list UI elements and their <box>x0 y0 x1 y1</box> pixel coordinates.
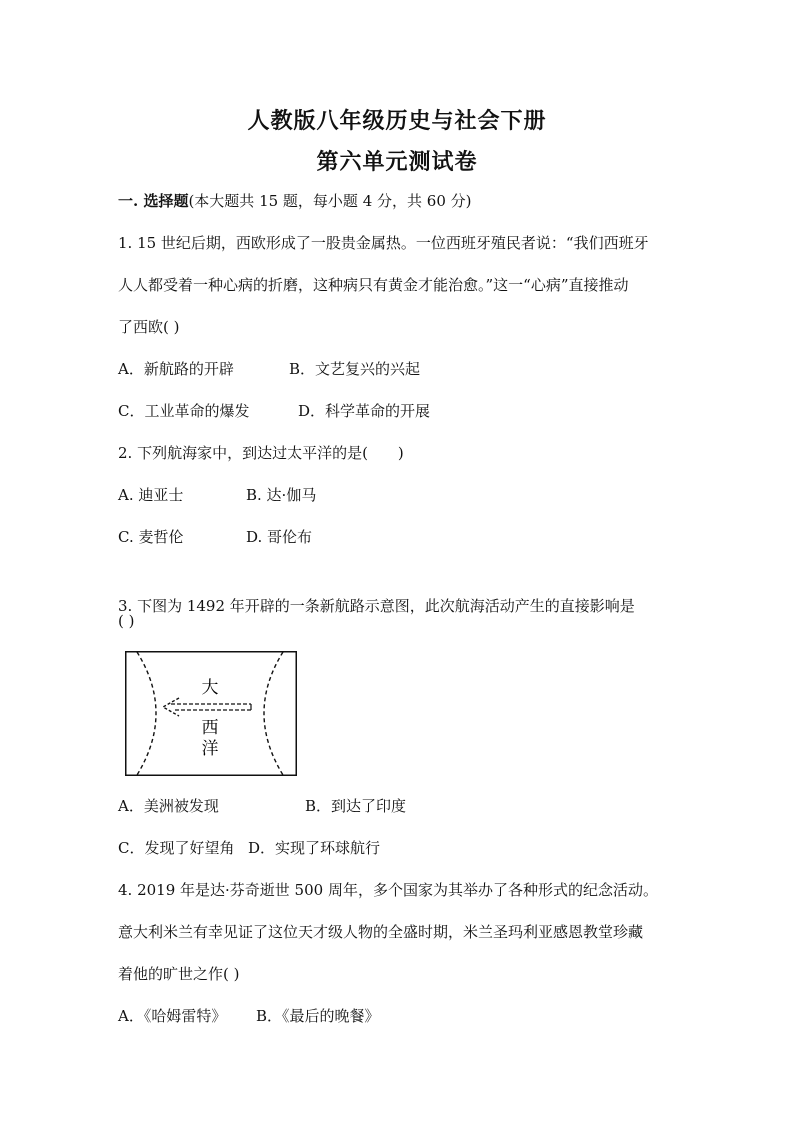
q4-stem-line3: 着他的旷世之作( ) <box>118 965 240 983</box>
map-label-yang: 洋 <box>201 739 219 759</box>
q4-options-ab <box>118 1006 734 1026</box>
q4-stem-line2: 意大利米兰有幸见证了这位天才级人物的全盛时期，米兰圣玛利亚感恩教堂珍藏 <box>118 923 644 941</box>
q1-option-a: A．新航路的开辟 <box>118 360 234 378</box>
q1-option-d: D．科学革命的开展 <box>298 402 431 420</box>
document-subtitle: 第六单元测试卷 <box>316 149 478 175</box>
q2-options-ab <box>118 485 734 505</box>
q4-stem-line1: 4. 2019 年是达·芬奇逝世 500 周年，多个国家为其举办了各种形式的纪念活动。 <box>118 881 658 899</box>
q3-option-c: C．发现了好望角 <box>118 839 235 857</box>
q2-option-d: D. 哥伦布 <box>246 528 313 546</box>
q1-stem-line1: 1. 15 世纪后期，西欧形成了一股贵金属热。一位西班牙殖民者说：“我们西班牙 <box>118 234 649 252</box>
route-map-figure <box>125 651 297 776</box>
q4-option-b: B．《最后的晚餐》 <box>256 1007 380 1025</box>
q2-option-c: C. 麦哲伦 <box>118 528 184 546</box>
q4-option-a: A．《哈姆雷特》 <box>118 1007 227 1025</box>
q3-stem-line1: 3. 下图为 1492 年开辟的一条新航路示意图，此次航海活动产生的直接影响是 <box>118 597 635 615</box>
q1-option-c: C．工业革命的爆发 <box>118 402 250 420</box>
map-label-da: 大 <box>201 678 219 698</box>
q2-option-b: B. 达·伽马 <box>246 486 317 504</box>
q1-option-b: B．文艺复兴的兴起 <box>289 360 421 378</box>
document-title: 人教版八年级历史与社会下册 <box>247 108 547 134</box>
q3-option-d: D．实现了环球航行 <box>248 839 381 857</box>
q3-stem-line2: ( ) <box>118 612 135 630</box>
q3-option-a: A．美洲被发现 <box>118 797 219 815</box>
section-heading-line <box>118 191 734 211</box>
q2-stem: 2. 下列航海家中，到达过太平洋的是( ) <box>118 444 404 462</box>
q3-options-cd <box>118 838 734 858</box>
section-heading: 一. 选择题 <box>118 192 189 210</box>
q3-option-b: B．到达了印度 <box>305 797 407 815</box>
q3-options-ab <box>118 796 734 816</box>
q1-stem-line2: 人人都受着一种心病的折磨，这种病只有黄金才能治愈。”这一“心病”直接推动 <box>118 276 629 294</box>
q2-options-cd <box>118 527 734 547</box>
q1-stem-line3: 了西欧( ) <box>118 318 180 336</box>
q1-options-cd <box>118 401 734 421</box>
q1-options-ab <box>118 359 734 379</box>
map-label-xi: 西 <box>201 718 219 738</box>
section-note: (本大题共 15 题，每小题 4 分，共 60 分) <box>188 192 472 210</box>
q2-option-a: A. 迪亚士 <box>118 486 184 504</box>
